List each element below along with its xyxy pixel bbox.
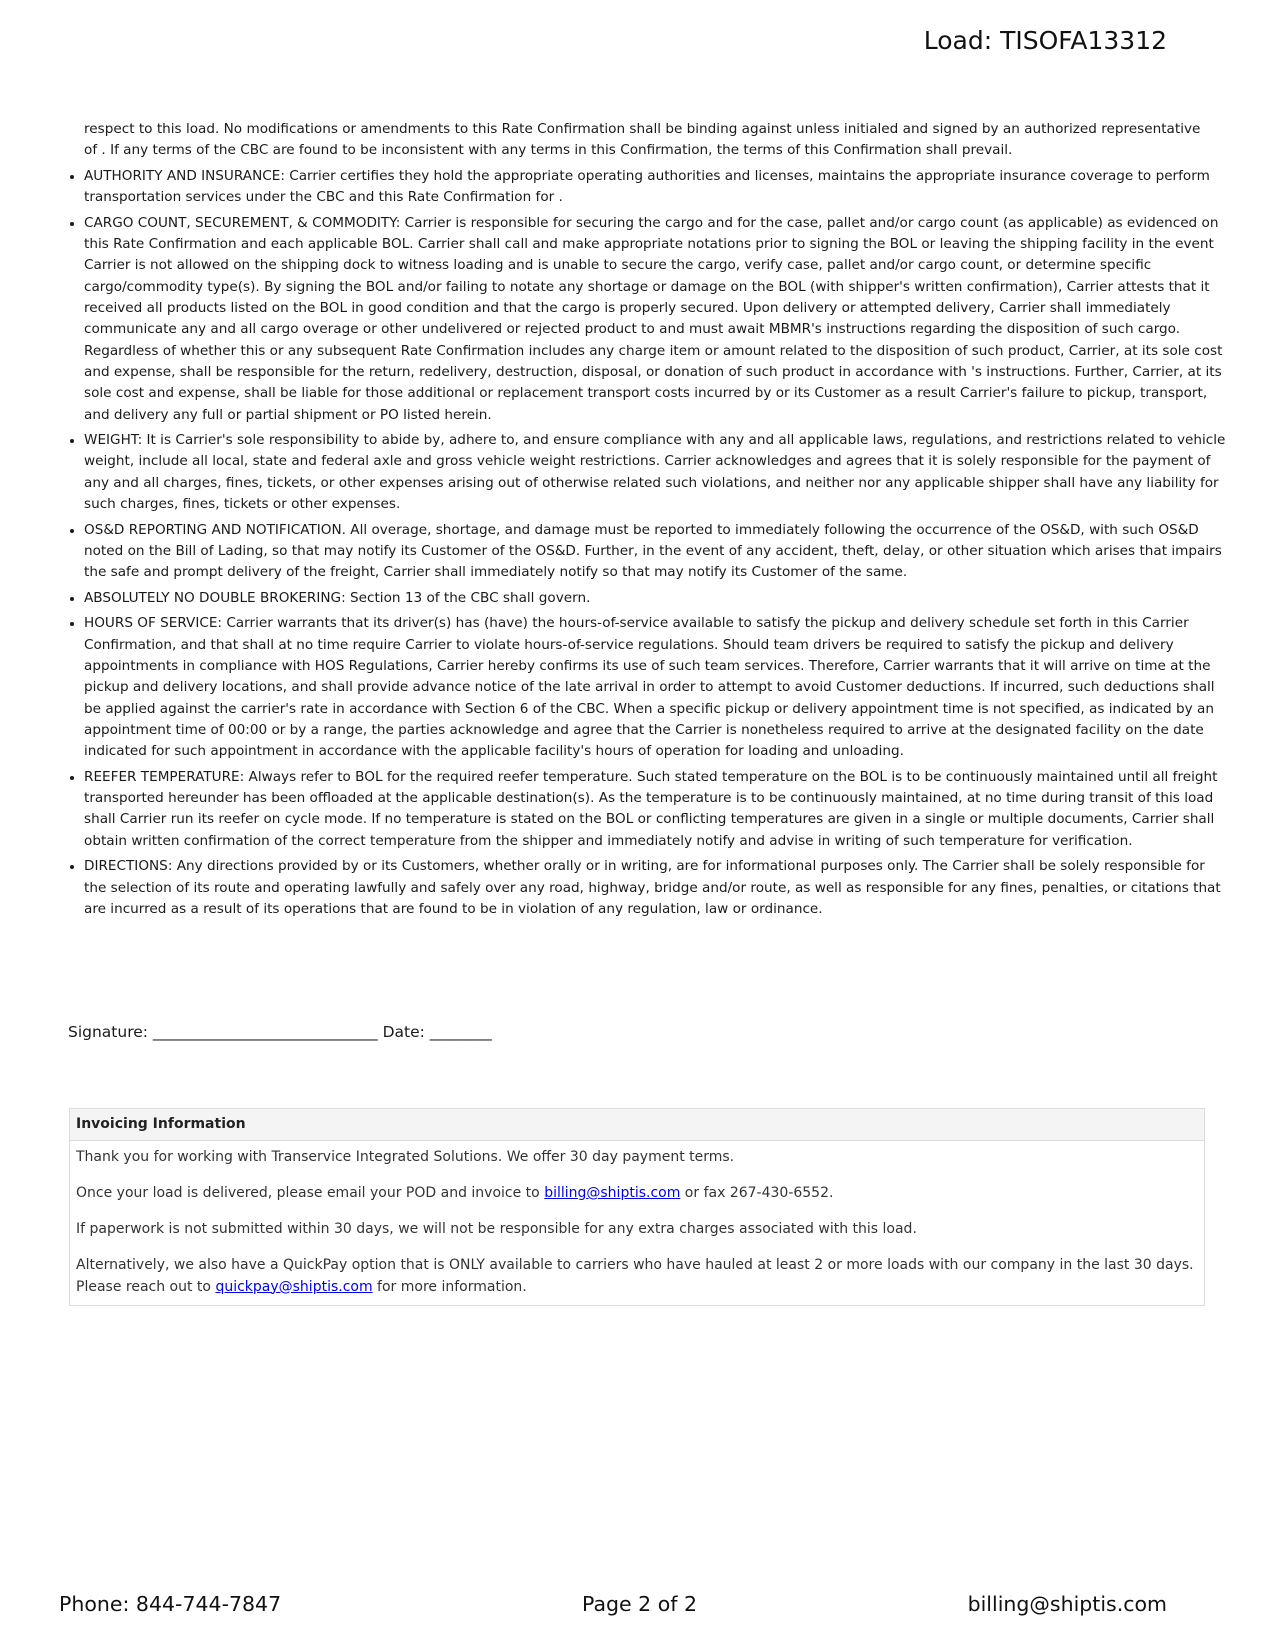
footer-phone: Phone: 844-744-7847 [59, 1592, 282, 1616]
quickpay-email-link[interactable]: quickpay@shiptis.com [215, 1278, 373, 1295]
billing-email-link[interactable]: billing@shiptis.com [544, 1185, 681, 1201]
invoicing-information-panel [69, 1108, 1205, 1306]
term-reefer-temperature: • REEFER TEMPERATURE: Always refer to BOL for the required reefer temperature. Such stated temperature on the BOL is to be continuously maintained until all freight transported hereunder has been offloaded at the applicable destination(s). As the temperature is to be continuously maintained, at no time during transit of this load shall Carrier run its reefer on cycle mode. If no temperature is stated on the BOL or conflicting temperatures are given in a single or multiple documents, Carrier shall obtain written confirmation of the correct temperature from the shipper and immediately notify and advise in writing of such temperature for verification. [84, 767, 1229, 852]
terms-list [64, 166, 1229, 924]
footer-page-number: Page 2 of 2 [582, 1592, 698, 1616]
term-authority-insurance: • AUTHORITY AND INSURANCE: Carrier certifies they hold the appropriate operating authorities and licenses, maintains the appropriate insurance coverage to perform transportation services under the CBC and this Rate Confirmation for . [84, 166, 1229, 209]
invoicing-deadline-note: If paperwork is not submitted within 30 days, we will not be responsible for any extra charges associated with this load. [76, 1221, 917, 1237]
invoicing-title: Invoicing Information [70, 1109, 1204, 1141]
quickpay-text: Alternatively, we also have a QuickPay option that is ONLY available to carriers who have hauled at least 2 or more loads with our company in the last 30 days. Please reach out to [76, 1257, 1194, 1295]
term-osd-reporting: • OS&D REPORTING AND NOTIFICATION. All overage, shortage, and damage must be reported to immediately following the occurrence of the OS&D, with such OS&D noted on the Bill of Lading, so that may notify its Customer of the OS&D. Further, in the event of any accident, theft, delay, or other situation which arises that impairs the safe and prompt delivery of the freight, Carrier shall immediately notify so that may notify its Customer of the same. [84, 520, 1229, 584]
invoicing-body [70, 1141, 1204, 1305]
term-cargo-count: • CARGO COUNT, SECUREMENT, & COMMODITY: Carrier is responsible for securing the cargo and for the case, pallet and/or cargo count (as applicable) as evidenced on this Rate Confirmation and each applicable BOL. Carrier shall call and make appropriate notations prior to signing the BOL or leaving the shipping facility in the event Carrier is not allowed on the shipping dock to witness loading and is unable to secure the cargo, verify case, pallet and/or cargo count, or determine specific cargo/commodity type(s). By signing the BOL and/or failing to notate any shortage or damage on the BOL (with shipper's written confirmation), Carrier attests that it received all products listed on the BOL in good condition and that the cargo is properly secured. Upon delivery or attempted delivery, Carrier shall immediately communicate any and all cargo overage or other undelivered or rejected product to and must await MBMR's instructions regarding the disposition of such cargo. Regardless of whether this or any subsequent Rate Confirmation includes any charge item or amount related to the disposition of such product, Carrier, at its sole cost and expense, shall be responsible for the return, redelivery, destruction, disposal, or donation of such product in accordance with 's instructions. Further, Carrier, at its sole cost and expense, shall be liable for those additional or replacement transport costs incurred by or its Customer as a result Carrier's failure to pickup, transport, and delivery any full or partial shipment or PO listed herein. [84, 213, 1229, 426]
term-hours-of-service: • HOURS OF SERVICE: Carrier warrants that its driver(s) has (have) the hours-of-service available to satisfy the pickup and delivery schedule set forth in this Carrier Confirmation, and that shall at no time require Carrier to violate hours-of-service regulations. Should team drivers be required to satisfy the pickup and delivery appointments in compliance with HOS Regulations, Carrier hereby confirms its use of such team services. Therefore, Carrier warrants that it will arrive on time at the pickup and delivery locations, and shall provide advance notice of the late arrival in order to attempt to avoid Customer deductions. If incurred, such deductions shall be applied against the carrier's rate in accordance with Section 6 of the CBC. When a specific pickup or delivery appointment time is not specified, as indicated by an appointment time of 00:00 or by a range, the parties acknowledge and agree that the Carrier is nonetheless required to arrive at the designated facility on the date indicated for such appointment in accordance with the applicable facility's hours of operation for loading and unloading. [84, 613, 1229, 762]
invoicing-email-instructions [76, 1183, 1198, 1205]
signature-date-line: Signature: _____________________________ Date: ________ [68, 1023, 492, 1041]
terms-continuation-paragraph: respect to this load. No modifications or amendments to this Rate Confirmation shall be binding against unless initialed and signed by an authorized representative of . If any terms of the CBC are found to be inconsistent with any terms in this Confirmation, the terms of this Confirmation shall prevail. [84, 121, 1201, 159]
term-no-double-brokering: • ABSOLUTELY NO DOUBLE BROKERING: Section 13 of the CBC shall govern. [84, 588, 1229, 609]
quickpay-text-end: for more information. [372, 1278, 527, 1295]
invoicing-thank-you: Thank you for working with Transervice Integrated Solutions. We offer 30 day payment terms. [76, 1149, 735, 1165]
invoicing-quickpay-note [76, 1255, 1198, 1298]
term-weight: • WEIGHT: It is Carrier's sole responsibility to abide by, adhere to, and ensure compliance with any and all applicable laws, regulations, and restrictions related to vehicle weight, include all local, state and federal axle and gross vehicle weight restrictions. Carrier acknowledges and agrees that it is solely responsible for the payment of any and all charges, fines, tickets, or other expenses arising out of otherwise related such violations, and neither nor any applicable shipper shall have any liability for such charges, fines, tickets or other expenses. [84, 430, 1229, 515]
invoicing-fax-text: or fax 267-430-6552. [680, 1185, 834, 1201]
footer-email: billing@shiptis.com [967, 1592, 1167, 1616]
term-directions: • DIRECTIONS: Any directions provided by or its Customers, whether orally or in writing, are for informational purposes only. The Carrier shall be solely responsible for the selection of its route and operating lawfully and safely over any road, highway, bridge and/or route, as well as responsible for any fines, penalties, or citations that are incurred as a result of its operations that are found to be in violation of any regulation, law or ordinance. [84, 856, 1229, 920]
invoicing-email-text: Once your load is delivered, please email your POD and invoice to [76, 1185, 545, 1201]
load-number-header: Load: TISOFA13312 [923, 26, 1167, 55]
